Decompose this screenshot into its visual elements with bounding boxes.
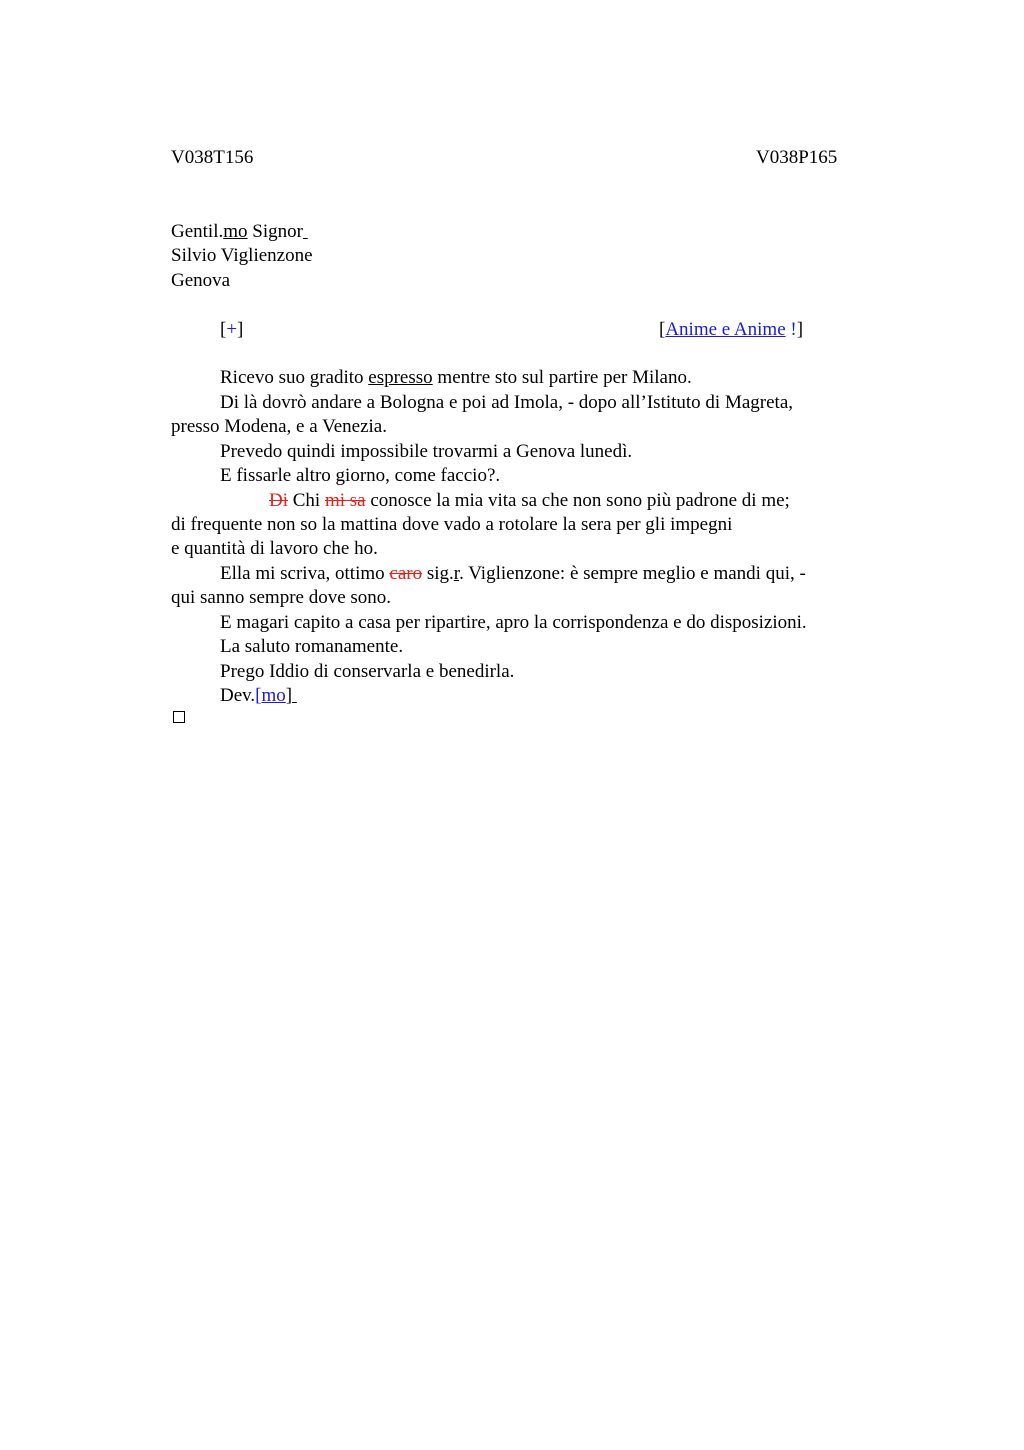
signature-open-bracket: [: [255, 685, 262, 706]
recipient-name: Silvio Viglienzone: [171, 245, 313, 266]
body-line-13: Prego Iddio di conservarla e benedirla.: [220, 661, 515, 682]
signature-close-bracket: ]: [285, 685, 293, 706]
signature-link[interactable]: mo: [261, 685, 286, 706]
signature-text: Dev.: [220, 685, 256, 706]
body-text: conosce la mia vita sa che non sono più padrone di me;: [365, 490, 790, 511]
body-line-11: E magari capito a casa per ripartire, apro la corrispondenza e do disposizioni.: [220, 612, 807, 633]
deleted-text: caro: [389, 563, 423, 584]
body-line-3: presso Modena, e a Venezia.: [171, 416, 387, 437]
body-line-7: di frequente non so la mattina dove vado a rotolare la sera per gli impegni: [171, 514, 733, 535]
reference-close-bracket: ]: [796, 319, 804, 340]
deleted-text: mi sa: [324, 490, 366, 511]
reference-link[interactable]: Anime e Anime: [665, 319, 786, 340]
reference-open-bracket: [: [659, 319, 666, 340]
document-code-right: V038P165: [756, 147, 838, 168]
body-line-12: La saluto romanamente.: [220, 636, 404, 657]
body-line-10: qui sanno sempre dove sono.: [171, 587, 392, 608]
body-text: mentre sto sul partire per Milano.: [432, 367, 692, 388]
signature-trailing-underline: [292, 685, 297, 706]
plus-link[interactable]: +: [226, 319, 238, 340]
deleted-text: Di: [269, 490, 288, 511]
body-line-5: E fissarle altro giorno, come faccio?.: [220, 465, 501, 486]
salutation-title: Signor: [252, 221, 303, 242]
salutation-line: [171, 220, 308, 244]
end-marker-box: [173, 711, 185, 723]
signature-line: [220, 684, 297, 708]
plus-annotation: [220, 318, 243, 342]
body-line-2: Di là dovrò andare a Bologna e poi ad Imola, - dopo all’Istituto di Magreta,: [220, 392, 794, 413]
underlined-word: espresso: [368, 367, 433, 388]
body-text: Ricevo suo gradito: [220, 367, 369, 388]
body-text: Chi: [288, 490, 325, 511]
body-text: sig.: [422, 563, 454, 584]
underlined-letter: r: [453, 563, 460, 584]
salutation-prefix: Gentil.: [171, 221, 224, 242]
document-code-left: V038T156: [171, 147, 254, 168]
body-line-9: [220, 562, 806, 586]
body-text: . Viglienzone: è sempre meglio e mandi qui, -: [459, 563, 806, 584]
body-text: Ella mi scriva, ottimo: [220, 563, 390, 584]
reference-annotation: [659, 318, 803, 342]
body-line-1: [220, 366, 692, 390]
recipient-city: Genova: [171, 270, 231, 291]
salutation-trailing-underline: [303, 221, 308, 242]
reference-exclamation: !: [785, 319, 797, 340]
body-line-4: Prevedo quindi impossibile trovarmi a Genova lunedì.: [220, 441, 633, 462]
plus-close-bracket: ]: [237, 319, 244, 340]
plus-open-bracket: [: [220, 319, 227, 340]
body-line-6: [269, 489, 790, 513]
salutation-superscript: mo: [223, 221, 248, 242]
body-line-8: e quantità di lavoro che ho.: [171, 538, 378, 559]
